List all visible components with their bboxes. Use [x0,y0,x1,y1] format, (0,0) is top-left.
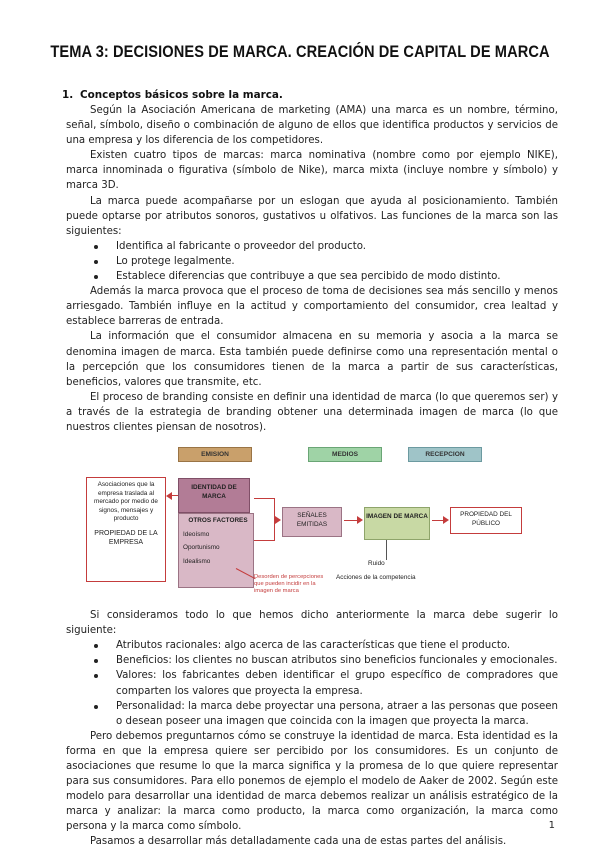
paragraph-brand-types: Existen cuatro tipos de marcas: marca nominativa (nombre como por ejemplo NIKE), marca innominada o figurativa (símbolo de Nike), marca mixta (incluye nombre y símbolo) y marca 3D. [66,150,558,192]
arrow-to-left-note [166,492,172,500]
paragraph-decision-process: Además la marca provoca que el proceso de toma de decisiones sea más sencillo y menos arriesgado. También influye en la actitud y comportamiento del consumidor, crea lealtad y establece barreras de entrada. [66,286,558,328]
list-item: Establece diferencias que contribuye a que sea percibido de modo distinto. [90,269,558,284]
paragraph-branding: El proceso de branding consiste en definir una identidad de marca (lo que queremos ser) y a través de la estrategia de branding obtener una determinada imagen de marca (lo que nuestros clientes piensan de nosotros). [66,391,558,433]
list-item: Lo protege legalmente. [90,254,558,269]
branding-diagram [86,440,546,602]
section-heading-text: Conceptos básicos sobre la marca. [80,89,283,101]
arrow-to-senales [275,516,281,524]
factor-item: Oportunismo [183,544,220,552]
identidad-box: IDENTIDAD DE MARCA [178,478,250,513]
senales-box: SEÑALES EMITIDAS [282,507,342,537]
connector-line [344,520,358,521]
paragraph-ama-definition: Según la Asociación Americana de marketing (AMA) una marca es un nombre, término, señal, símbolo, diseño o combinación de alguno de ellos que identifica productos y servicios de una empresa y los diferencia de los competidores. [66,105,558,147]
propiedad-publico-box: PROPIEDAD DEL PÚBLICO [450,507,522,534]
brand-functions-list [66,239,558,284]
list-item: Valores: los fabricantes deben identificar el grupo específico de compradores que comparten los valores que proyecta la empresa. [90,668,558,698]
band-emision: EMISION [178,447,252,462]
band-recepcion: RECEPCION [408,447,482,462]
acciones-label: Acciones de la competencia [336,574,416,582]
paragraph-brand-image: La información que el consumidor almacena en su memoria y asocia a la marca se denomina imagen de marca. Esta también puede definirse como una representación mental o la percepción que los consumidores tienen de la marca a partir de sus características, beneficios, valores que transmite, etc. [66,331,558,388]
document-body [66,103,558,850]
connector-line [254,540,274,541]
document-title: TEMA 3: DECISIONES DE MARCA. CREACIÓN DE CAPITAL DE MARCA [50,42,550,61]
factor-item: Idealismo [183,557,211,565]
section-heading [62,89,283,101]
factor-item: Ideoísmo [183,530,210,538]
list-item: Atributos racionales: algo acerca de las características que tiene el producto. [90,638,558,653]
left-note-text: Asociaciones que la empresa traslada al mercado por medio de signos, mensajes y producto [94,481,158,523]
list-item: Personalidad: la marca debe proyectar una persona, atraer a las personas que poseen o desean poseer una imagen que coincida con la imagen que proyecta la marca. [90,699,558,729]
paragraph-brand-identity: Pero debemos preguntarnos cómo se construye la identidad de marca. Esta identidad es la forma en que la empresa quiere ser percibido por los consumidores. Es un conjunto de asociaciones que resume lo que la marca significa y la promesa de lo que quiere representar para sus consumidores. Para ello ponemos de ejemplo el modelo de Aaker de 2002. Según este modelo para desarrollar una identidad de marca debemos realizar un análisis estratégico de la marca y analizar: la marca como producto, la marca como organización, la marca como persona y la marca como símbolo. [66,730,558,833]
connector-line [254,498,274,499]
desorden-label: Desorden de percepciones que pueden incidir en la imagen de marca [254,574,324,595]
imagen-box: IMAGEN DE MARCA [364,507,430,540]
section-number: 1. [62,89,74,101]
ruido-label: Ruido [368,560,385,568]
band-medios: MEDIOS [308,447,382,462]
paragraph-slogan: La marca puede acompañarse por un eslogan que ayuda al posicionamiento. También puede optarse por atributos sonoros, gustativos u olfativos. Las funciones de la marca son las siguientes: [66,195,558,237]
brand-suggests-list [66,638,558,729]
page-number: 1 [548,820,555,831]
arrow-to-imagen [357,516,363,524]
left-note-box [86,477,166,582]
otros-factores-box [178,513,254,588]
arrow-to-publico [443,516,449,524]
paragraph-closing: Pasamos a desarrollar más detalladamente cada una de estas partes del análisis. [90,836,507,848]
list-item: Identifica al fabricante o proveedor del producto. [90,239,558,254]
left-note-footer: PROPIEDAD DE LA EMPRESA [94,529,158,546]
otros-factores-label: OTROS FACTORES [188,517,248,525]
paragraph-suggests-intro: Si consideramos todo lo que hemos dicho anteriormente la marca debe sugerir lo siguiente: [66,610,558,637]
connector-line [386,540,387,560]
list-item: Beneficios: los clientes no buscan atributos sino beneficios funcionales y emocionales. [90,653,558,668]
